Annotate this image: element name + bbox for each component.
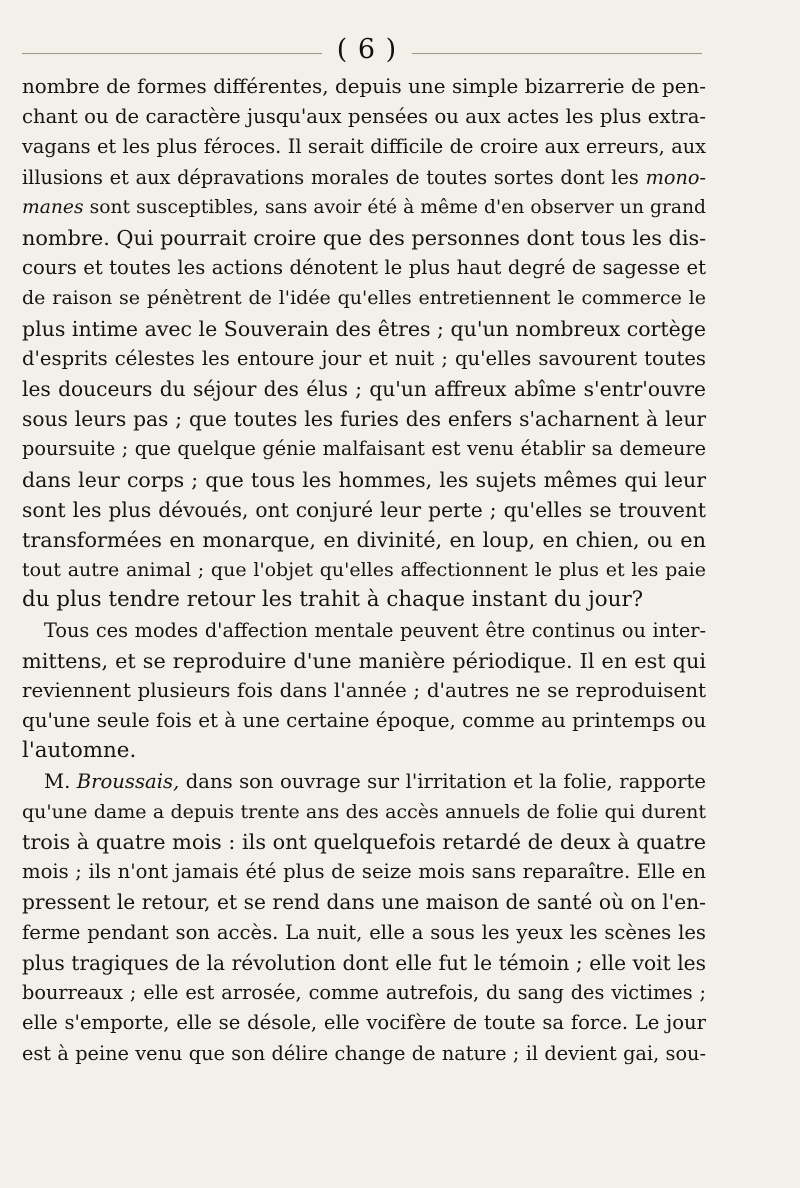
text-line: vagans et les plus féroces. Il serait difficile de croire aux erreurs, aux [22,135,706,159]
text-line: dans leur corps ; que tous les hommes, les sujets mêmes qui leur [22,467,706,492]
text-line: sont les plus dévoués, ont conjuré leur perte ; qu'elles se trouvent [22,497,706,522]
text-line: cours et toutes les actions dénotent le plus haut degré de sagesse et [22,256,706,280]
text-line: manes sont susceptibles, sans avoir été à même d'en observer un grand [22,196,706,218]
text-line: nombre. Qui pourrait croire que des personnes dont tous les dis- [22,226,707,251]
paragraph-2 [22,616,706,767]
paragraph-3 [22,767,706,1069]
text-line: transformées en monarque, en divinité, en loup, en chien, ou en [22,528,706,553]
text-line: d'esprits célestes les entoure jour et nuit ; qu'elles savourent toutes [22,346,706,370]
text-line: de raison se pénètrent de l'idée qu'elles entretiennent le commerce le [22,287,706,310]
header-rule-left [22,53,322,54]
text-line: bourreaux ; elle est arrosée, comme autrefois, du sang des victimes ; [22,981,706,1005]
header-rule-right [412,53,702,54]
text-line: les douceurs du séjour des élus ; qu'un affreux abîme s'entr'ouvre [22,377,706,402]
text-line: nombre de formes différentes, depuis une simple bizarrerie de pen- [22,75,706,98]
page-header [22,34,702,68]
text-line: plus tragiques de la révolution dont elle fut le témoin ; elle voit les [22,950,706,975]
text-line: sous leurs pas ; que toutes les furies des enfers s'acharnent à leur [22,407,706,432]
text-line: qu'une dame a depuis trente ans des accès annuels de folie qui durent [22,800,706,823]
text-line: ferme pendant son accès. La nuit, elle a sous les yeux les scènes les [22,920,706,944]
text-line: mittens, et se reproduire d'une manière périodique. Il en est qui [22,648,706,673]
text-line: chant ou de caractère jusqu'aux pensées ou aux actes les plus extra- [22,105,706,129]
text-line: tout autre animal ; que l'objet qu'elles affectionnent le plus et les paie [22,559,706,582]
paragraph-1 [22,72,706,616]
text-line: plus intime avec le Souverain des êtres ; qu'un nombreux cortège [22,316,706,341]
text-line: poursuite ; que quelque génie malfaisant est venu établir sa demeure [22,437,706,461]
text-line: trois à quatre mois : ils ont quelquefois retardé de deux à quatre [22,830,706,855]
text-line: illusions et aux dépravations morales de toutes sortes dont les mono- [22,165,706,189]
text-line: pressent le retour, et se rend dans une maison de santé où on l'en- [22,890,706,915]
text-line: mois ; ils n'ont jamais été plus de seize mois sans reparaître. Elle en [22,860,706,884]
text-line: reviennent plusieurs fois dans l'année ; d'autres ne se reproduisent [22,679,706,703]
text-line: est à peine venu que son délire change de nature ; il devient gai, sou- [22,1041,706,1065]
page-number: ( 6 ) [336,34,398,65]
body-text [22,72,706,1069]
text-line: Tous ces modes d'affection mentale peuvent être continus ou inter- [44,618,706,642]
text-line: l'automne. [22,738,137,764]
text-line: elle s'emporte, elle se désole, elle vocifère de toute sa force. Le jour [22,1011,706,1035]
text-line: qu'une seule fois et à une certaine époque, comme au printemps ou [22,709,707,733]
text-line: du plus tendre retour les trahit à chaque instant du jour? [22,587,644,613]
text-line: M. Broussais, dans son ouvrage sur l'irritation et la folie, rapporte [44,769,706,793]
